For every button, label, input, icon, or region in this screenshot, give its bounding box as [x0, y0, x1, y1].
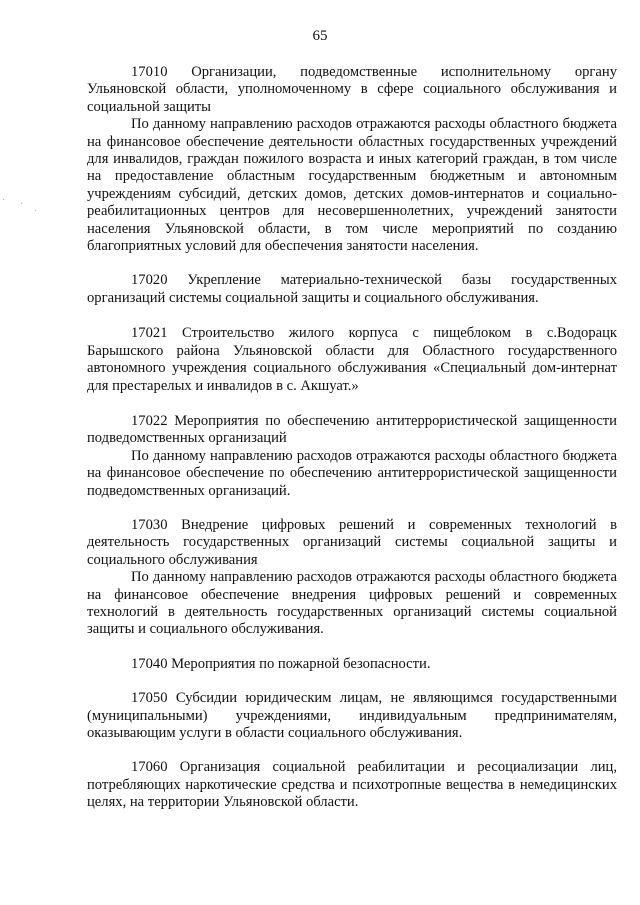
section-17040-heading: 17040 Мероприятия по пожарной безопасности. — [131, 655, 431, 672]
section-17022-heading: 17022 Мероприятия по обеспечению антитеррористической защищенности подведомственных организаций — [87, 412, 617, 447]
section-17021-heading: 17021 Строительство жилого корпуса с пищеблоком в с.Водорацк Барышского района Ульяновской области для Областного государственного автономного учреждения социального обслуживания «Специальный дом-интернат для престарелых и инвалидов в с. Акшуат.» — [87, 325, 617, 394]
document-body — [87, 64, 617, 812]
scan-artifact: · — [2, 195, 6, 206]
section-17010-text: По данному направлению расходов отражаются расходы областного бюджета на финансовое обеспечение деятельности областных государственных учреждений для инвалидов, граждан пожилого возраста и иных категорий граждан, в том числе на предоставление областным государственным бюджетным и автономным учреждениям субсидий, детских домов, детских домов-интернатов и социально-реабилитационных центров для несовершеннолетних, учреждений занятости населения Ульяновской области, в том числе мероприятий по созданию благоприятных условий для обеспечения занятости населения. — [87, 116, 617, 255]
scan-artifact: · — [34, 206, 38, 217]
section-17030-heading: 17030 Внедрение цифровых решений и современных технологий в деятельность государственных организаций системы социальной защиты и социального обслуживания — [87, 516, 617, 568]
scan-artifact: · — [20, 199, 24, 210]
section-17060-heading: 17060 Организация социальной реабилитации и ресоциализации лиц, потребляющих наркотические средства и психотропные вещества в немедицинских целях, на территории Ульяновской области. — [87, 759, 617, 811]
section-17030-text: По данному направлению расходов отражаются расходы областного бюджета на финансовое обеспечение внедрения цифровых решений и современных технологий в деятельность государственных организаций системы социальной защиты и социального обслуживания. — [87, 569, 617, 638]
section-17022-text: По данному направлению расходов отражаются расходы областного бюджета на финансовое обеспечение по обеспечению антитеррористической защищенности подведомственных организаций. — [87, 447, 617, 499]
page-number: 65 — [312, 28, 328, 44]
section-17010-heading: 17010 Организации, подведомственные исполнительному органу Ульяновской области, уполномоченному в сфере социального обслуживания и социальной защиты — [87, 64, 617, 115]
section-17020-heading: 17020 Укрепление материально-технической базы государственных организаций системы социальной защиты и социального обслуживания. — [87, 272, 617, 306]
section-17050-heading: 17050 Субсидии юридическим лицам, не являющимся государственными (муниципальными) учреждениями, индивидуальным предпринимателям, оказывающим услуги в области социального обслуживания. — [87, 690, 617, 741]
